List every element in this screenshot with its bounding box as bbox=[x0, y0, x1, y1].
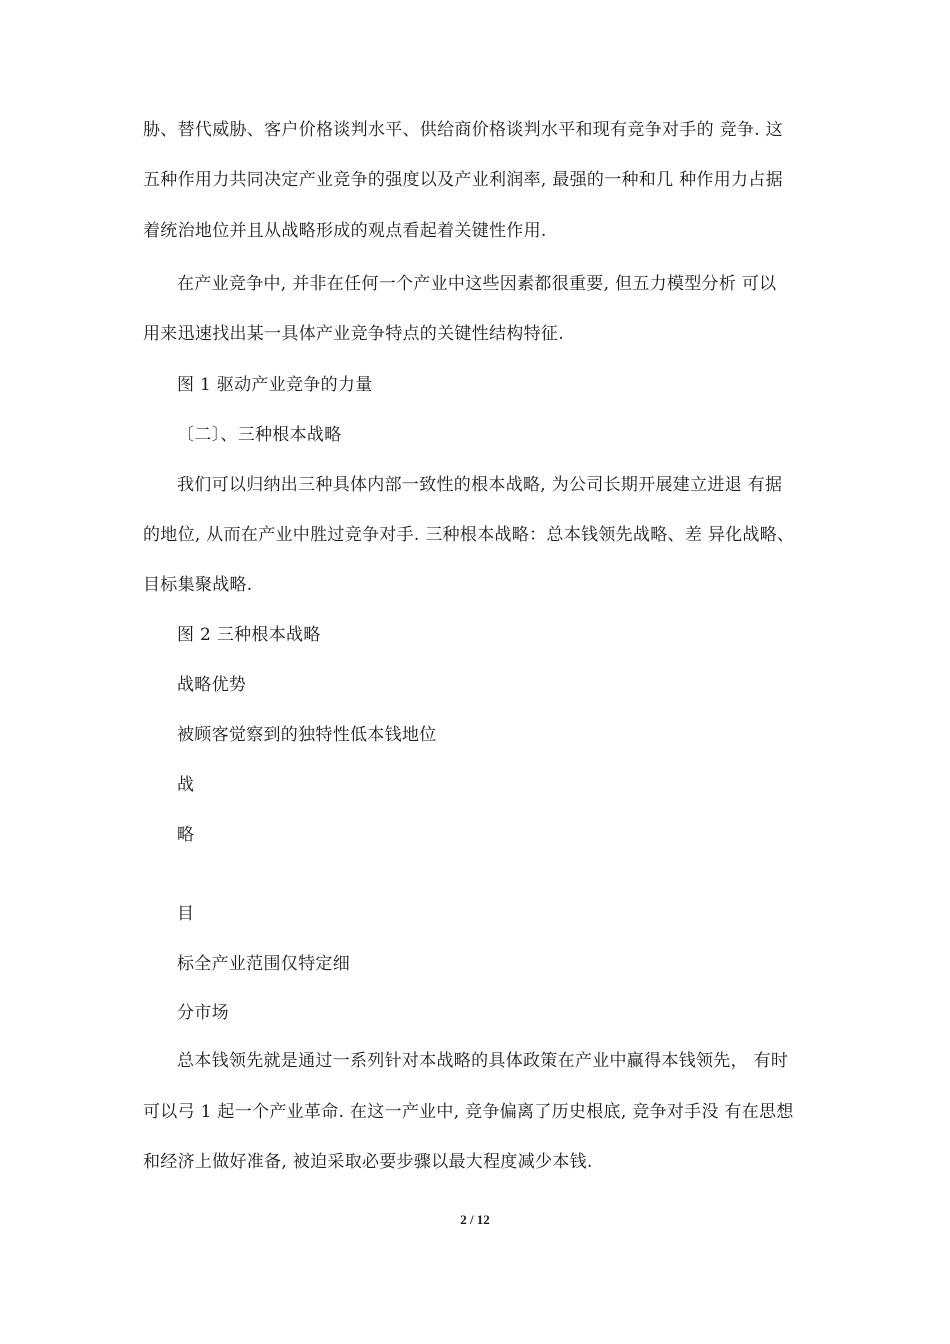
figure-caption: 图 2 三种根本战略 bbox=[177, 625, 321, 645]
paragraph-line: 可以弓 1 起一个产业革命. 在这一产业中, 竞争偏离了历史根底, 竞争对手没 有在思想 bbox=[143, 1102, 794, 1122]
section-heading: 〔二〕、三种根本战略 bbox=[177, 425, 342, 445]
page-number: 2 / 12 bbox=[460, 1212, 490, 1227]
paragraph-line: 我们可以归纳出三种具体内部一致性的根本战略, 为公司长期开展建立进退 有据 bbox=[177, 475, 783, 495]
figure-text: 战略优势 bbox=[177, 675, 247, 695]
paragraph-line: 在产业竞争中, 并非在任何一个产业中这些因素都很重要, 但五力模型分析 可以 bbox=[177, 274, 777, 294]
figure-text: 战 bbox=[177, 775, 195, 795]
paragraph-line: 和经济上做好准备, 被迫采取必要步骤以最大程度减少本钱. bbox=[143, 1152, 593, 1172]
paragraph-line: 五种作用力共同决定产业竞争的强度以及产业利润率, 最强的一种和几 种作用力占据 bbox=[143, 170, 783, 190]
figure-text: 略 bbox=[177, 825, 195, 845]
paragraph-line: 用来迅速找出某一具体产业竞争特点的关键性结构特征. bbox=[143, 324, 564, 344]
figure-text: 分市场 bbox=[177, 1003, 229, 1023]
figure-text: 目 bbox=[177, 904, 195, 924]
figure-caption: 图 1 驱动产业竞争的力量 bbox=[177, 375, 373, 395]
paragraph-line: 的地位, 从而在产业中胜过竞争对手. 三种根本战略：总本钱领先战略、差 异化战略、 bbox=[143, 525, 795, 545]
paragraph-line: 目标集聚战略. bbox=[143, 575, 253, 595]
figure-text: 标全产业范围仅特定细 bbox=[177, 954, 350, 974]
paragraph-line: 胁、替代威胁、客户价格谈判水平、供给商价格谈判水平和现有竞争对手的 竞争. 这 bbox=[143, 120, 783, 140]
figure-text: 被顾客觉察到的独特性低本钱地位 bbox=[177, 725, 437, 745]
paragraph-line: 总本钱领先就是通过一系列针对本战略的具体政策在产业中赢得本钱领先， 有时 bbox=[177, 1051, 789, 1071]
paragraph-line: 着统治地位并且从战略形成的观点看起着关键性作用. bbox=[143, 221, 547, 241]
